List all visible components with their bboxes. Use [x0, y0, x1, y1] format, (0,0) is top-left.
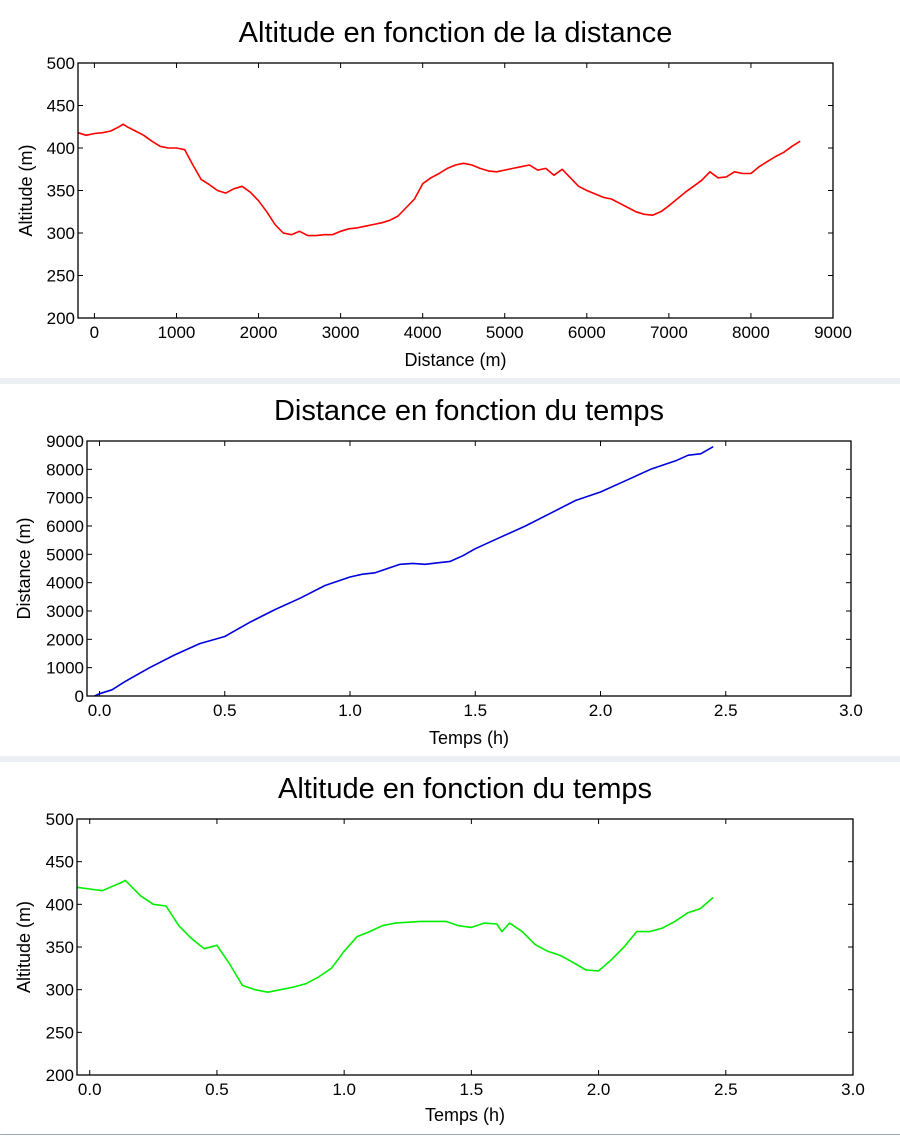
y-tick-label: 450	[46, 96, 75, 116]
chart-title: Distance en fonction du temps	[273, 395, 665, 427]
y-tick-label: 500	[46, 54, 75, 73]
x-tick-label: 0.5	[212, 701, 237, 720]
y-axis-label: Altitude (m)	[16, 144, 36, 237]
y-tick-label: 6000	[46, 517, 84, 536]
x-tick-label: 1000	[157, 323, 196, 342]
y-tick-label: 2000	[46, 630, 84, 650]
x-tick-label: 1.5	[459, 1080, 484, 1099]
y-tick-label: 300	[45, 980, 74, 1000]
y-tick-label: 9000	[46, 432, 84, 451]
x-tick-label: 1.5	[463, 701, 488, 720]
plot-frame	[77, 819, 853, 1075]
chart-title: Altitude en fonction du temps	[277, 773, 653, 805]
x-tick-label: 2000	[239, 323, 278, 342]
y-axis-label: Distance (m)	[14, 517, 34, 620]
y-tick-label: 7000	[46, 488, 84, 508]
x-axis-label: Distance (m)	[404, 350, 507, 370]
y-tick-label: 5000	[46, 545, 84, 565]
x-axis-label: Temps (h)	[424, 1105, 506, 1125]
x-axis-label: Temps (h)	[428, 728, 510, 748]
x-tick-label: 8000	[732, 323, 770, 342]
y-tick-label: 3000	[46, 602, 84, 621]
x-tick-label: 2.5	[713, 1080, 738, 1099]
x-tick-label: 0.0	[87, 701, 112, 720]
series-line	[78, 124, 800, 235]
series-line	[95, 447, 714, 696]
y-tick-label: 8000	[46, 460, 84, 480]
y-tick-label: 400	[45, 895, 74, 915]
y-tick-label: 350	[46, 181, 75, 201]
x-tick-label: 2.5	[713, 701, 738, 720]
series-line	[77, 880, 713, 992]
x-tick-label: 3.0	[839, 701, 863, 720]
chart-panel-altitude-distance	[0, 0, 900, 378]
y-tick-label: 0	[74, 687, 84, 706]
chart-altitude-time	[0, 762, 900, 1134]
x-tick-label: 4000	[403, 323, 442, 342]
chart-title: Altitude en fonction de la distance	[238, 17, 673, 49]
x-tick-label: 7000	[649, 323, 688, 342]
chart-panel-distance-time	[0, 384, 900, 756]
x-tick-label: 2.0	[588, 701, 613, 720]
y-tick-label: 200	[45, 1066, 74, 1085]
plot-frame	[78, 63, 833, 318]
x-tick-label: 6000	[567, 323, 606, 342]
y-tick-label: 250	[45, 1023, 74, 1043]
x-tick-label: 0	[89, 323, 100, 342]
x-tick-label: 5000	[485, 323, 524, 342]
x-tick-label: 1.0	[332, 1080, 356, 1099]
chart-distance-time	[0, 384, 900, 756]
x-tick-label: 1.0	[338, 701, 362, 720]
x-tick-label: 0.5	[205, 1080, 229, 1099]
plot-frame	[87, 441, 851, 696]
x-tick-label: 3.0	[841, 1080, 865, 1099]
y-tick-label: 450	[45, 852, 74, 872]
y-tick-label: 1000	[46, 658, 84, 678]
y-tick-label: 4000	[46, 573, 84, 593]
x-tick-label: 2.0	[586, 1080, 611, 1099]
y-tick-label: 250	[46, 266, 75, 286]
x-tick-label: 0.0	[77, 1080, 102, 1099]
x-tick-label: 3000	[321, 323, 360, 342]
chart-altitude-distance	[0, 0, 900, 378]
y-tick-label: 200	[46, 309, 75, 328]
y-tick-label: 500	[45, 810, 74, 829]
y-tick-label: 400	[46, 139, 75, 158]
chart-panel-altitude-time	[0, 762, 900, 1134]
y-tick-label: 350	[45, 938, 74, 957]
y-tick-label: 300	[46, 224, 75, 243]
x-tick-label: 9000	[814, 323, 852, 342]
y-axis-label: Altitude (m)	[14, 900, 34, 994]
